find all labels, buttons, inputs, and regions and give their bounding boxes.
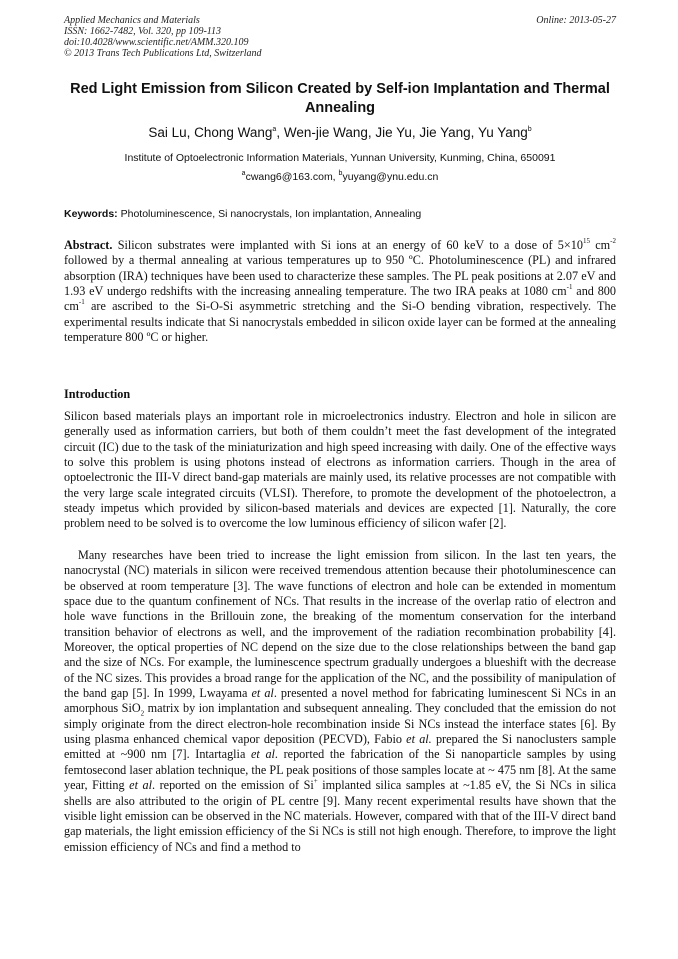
p2-text-3: matrix by ion implantation and subsequent annealing. They concluded that the emission do not simply originate from the direct electron-hole recombination inside Si NCs instead the interface states [6]. By using plasma enhanced chemical vapor deposition (PECVD), Fabio xyxy=(64,701,616,747)
author-sup-a: a xyxy=(272,125,277,133)
p2-text-1: Many researches have been tried to increase the light emission from silicon. In the last ten years, the nanocrystal (NC) materials in silicon were received tremendous attention because their photoluminescence can be observed at room temperature [3]. The wave functions of electron and hole can be extended in momentum space due to the quantum confinement of NCs. That results in the increase of the overlap ratio of electron and hole wave functions in the Brillouin zone, the breaking of the momentum conservation for the interband transition behavior of electrons as well, and the improvement of the radiation recombination probability [4]. Moreover, the optical properties of NC depend on the size due to the close relationships between the band gap and the size of NCs. For example, the luminescence spectrum gradually undergoes a blueshift with the decrease of the NC sizes. This provides a broad range for the application of the NC, and the possibility of manipulation of the band gap [5]. In 1999, Lwayama xyxy=(64,548,616,701)
keywords-label: Keywords: xyxy=(64,208,118,220)
p2-text-5: . reported the fabrication of the Si nanoparticle samples by using femtosecond laser ablation technique, the PL peak positions of those samples locate at ~ 475 nm [8]. At the same year, Fitting xyxy=(64,747,616,793)
email-line xyxy=(64,170,616,184)
abstract-sup-4: -1 xyxy=(78,298,85,307)
intro-paragraph-2 xyxy=(64,548,616,855)
copyright-line: © 2013 Trans Tech Publications Ltd, Switzerland xyxy=(64,48,262,59)
journal-name: Applied Mechanics and Materials xyxy=(64,15,200,26)
abstract-text-1: Silicon substrates were implanted with Si ions at an energy of 60 keV to a dose of 5×10 xyxy=(112,238,583,252)
author-group-1: Sai Lu, Chong Wang xyxy=(148,125,273,140)
abstract-text-3: followed by a thermal annealing at various temperatures up to 950 ºC. Photoluminescence (PL) and infrared absorption (IRA) techniques have been used to characterize these samples. The PL peak positions at 2.07 eV and 1.93 eV undergo redshifts with the increasing annealing temperature. The two IRA peaks at 1080 cm xyxy=(64,253,616,299)
abstract-sup-2: -2 xyxy=(610,236,616,245)
doi-line: doi:10.4028/www.scientific.net/AMM.320.109 xyxy=(64,37,249,48)
keywords-text: Photoluminescence, Si nanocrystals, Ion implantation, Annealing xyxy=(117,208,422,220)
p2-text-4: prepared the Si nanoclusters sample emitted at ~900 nm [7]. Intartaglia xyxy=(64,732,616,762)
author-list xyxy=(64,124,616,142)
author-group-2: , Wen-jie Wang, Jie Yu, Jie Yang, Yu Yang xyxy=(276,125,528,140)
paper-title: Red Light Emission from Silicon Created by Self-ion Implantation and Thermal Annealing xyxy=(70,81,610,116)
p2-text-7: implanted silica samples at ~1.85 eV, the Si NCs in silica shells are also attributed to the origin of PL centre [9]. Many recent experimental results have shown that the visible light emission can be observed in the NC materials. However, compared with that of the III-V direct band gap materials, the light emission efficiency of the Si NCs is still not high enough. Therefore, to improve the light emission efficiency of NCs and find a method to xyxy=(64,778,616,854)
section-heading-introduction: Introduction xyxy=(64,387,131,401)
email-b[interactable]: yuyang@ynu.edu.cn xyxy=(342,171,439,183)
issn-line: ISSN: 1662-7482, Vol. 320, pp 109-113 xyxy=(64,26,222,37)
intro-paragraph-1: Silicon based materials plays an important role in microelectronics industry. Electron and hole in silicon are generally used as information carriers, but both of them couldn’t meet the fast development of the integrated circuit (IC) due to the task of the miniaturization and high speed increasing with daily. One of the effective ways to solve this problem is using photons instead of electrons as information carriers. Though in the area of optoelectronic the III-V direct band-gap materials are mainly used, its relative processes are not compatible with the very large scale integrated circuits (VLSI). Therefore, to promote the development of the photoelectron, a steady impetus which provided by silicon-based materials and devices are expected [1]. Naturally, the core problem need to be solved is to overcome the low luminous efficiency of silicon wafer [2]. xyxy=(64,409,616,531)
abstract-sup-1: 15 xyxy=(582,236,590,245)
p2-etal-3: et al xyxy=(251,747,275,762)
abstract-text-5: are ascribed to the Si-O-Si asymmetric stretching and the Si-O bending vibration, respectively. The experimental results indicate that Si nanocrystals embedded in silicon oxide layer can be formed at the annealing temperature 800 ºC or higher. xyxy=(64,299,616,345)
abstract-sup-3: -1 xyxy=(566,282,573,291)
abstract-text-4: and 800 cm xyxy=(64,284,616,314)
author-sup-b: b xyxy=(527,125,532,133)
p2-etal-1: et al xyxy=(251,686,274,701)
p2-sub-2: 2 xyxy=(140,709,145,718)
abstract-label: Abstract. xyxy=(64,238,113,252)
p2-sup-plus: + xyxy=(313,777,318,786)
journal-header xyxy=(64,15,616,59)
online-date: Online: 2013-05-27 xyxy=(536,15,616,26)
abstract-text-2: cm xyxy=(589,238,611,252)
email-sup-a: a xyxy=(241,169,246,177)
email-a[interactable]: cwang6@163.com, xyxy=(245,171,339,183)
p2-text-6: . reported on the emission of Si xyxy=(152,778,314,793)
keywords xyxy=(64,207,616,221)
abstract xyxy=(64,238,616,345)
p2-etal-2: et al. xyxy=(406,732,432,747)
p2-etal-4: et al xyxy=(129,778,153,793)
email-sup-b: b xyxy=(338,169,343,177)
affiliation: Institute of Optoelectronic Information Materials, Yunnan University, Kunming, China, 650091 xyxy=(124,152,556,164)
p2-text-2: . presented a novel method for fabricating luminescent Si NCs in an amorphous SiO xyxy=(64,686,616,716)
